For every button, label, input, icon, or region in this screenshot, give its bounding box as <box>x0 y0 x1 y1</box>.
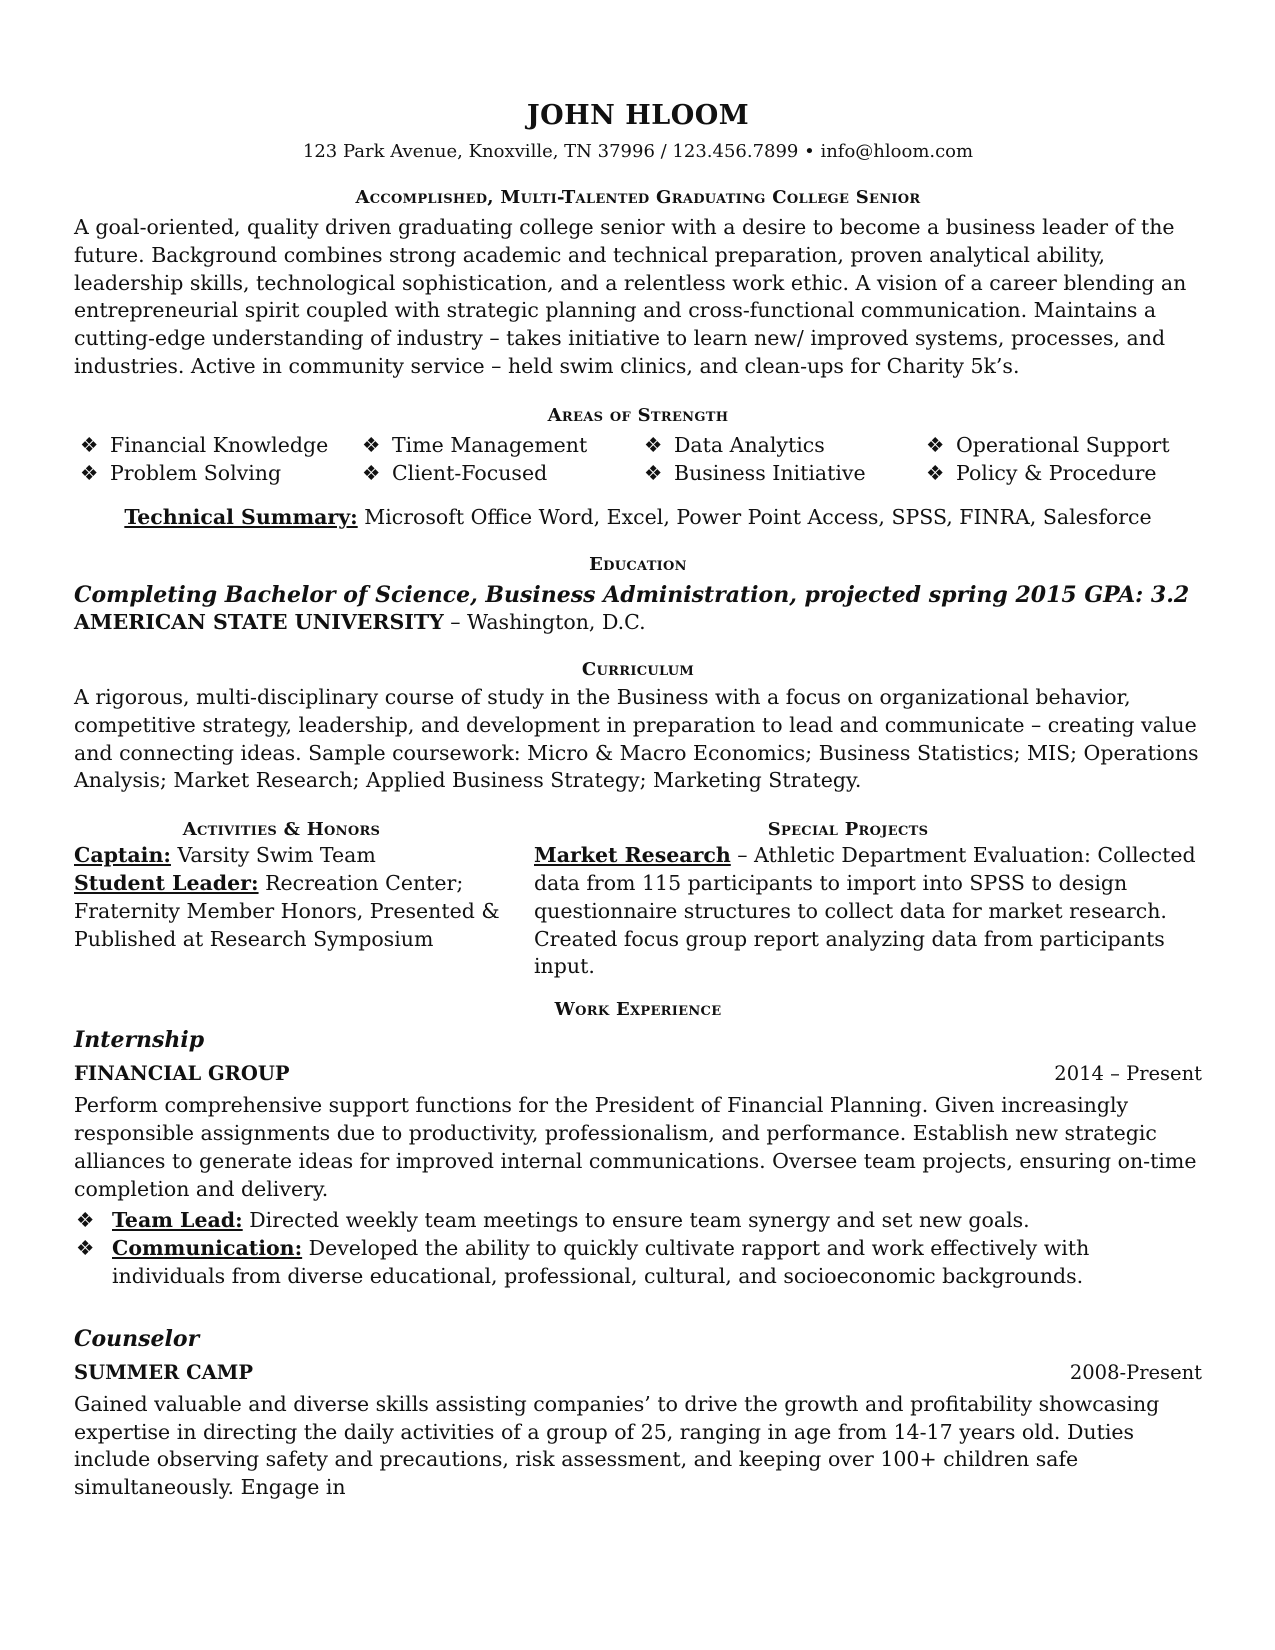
diamond-bullet-icon: ❖ <box>362 432 381 457</box>
strength-item: ❖ Client-Focused <box>356 460 638 488</box>
activities-column <box>74 819 534 981</box>
job-bullet: ❖ Communication: Developed the ability to quickly cultivate rapport and work effectively with individuals from diverse educational, professional, cultural, and socioeconomic backgrounds. <box>76 1236 1090 1288</box>
diamond-bullet-icon: ❖ <box>76 1236 95 1261</box>
strength-item: ❖ Time Management <box>356 432 638 460</box>
job-dates: 2008-Present <box>1069 1360 1202 1384</box>
job-org-row <box>74 1060 1202 1088</box>
activities-heading: Activities & Honors <box>182 819 381 841</box>
project-text <box>534 842 1202 981</box>
school-line <box>74 609 1202 637</box>
strengths-heading: Areas of Strength <box>547 404 729 426</box>
technical-summary <box>74 504 1202 532</box>
activities-projects-row <box>74 819 1202 981</box>
leader-text: Recreation Center; Fraternity Member Honors, Presented & Published at Research Symposium <box>74 870 500 951</box>
job-entry <box>74 1026 1202 1291</box>
diamond-bullet-icon: ❖ <box>644 432 663 457</box>
captain-label: Captain: <box>74 843 171 868</box>
curriculum-heading: Curriculum <box>581 658 695 680</box>
job-bullet: ❖ Team Lead: Directed weekly team meetings to ensure team synergy and set new goals. <box>74 1207 1202 1235</box>
profile-heading: Accomplished, Multi-Talented Graduating College Senior <box>355 187 921 208</box>
candidate-name: JOHN HLOOM <box>526 100 750 131</box>
strength-item: ❖ Problem Solving <box>74 460 356 488</box>
diamond-bullet-icon: ❖ <box>80 432 99 457</box>
diamond-bullet-icon: ❖ <box>644 460 663 485</box>
job-entry <box>74 1325 1202 1502</box>
work-heading: Work Experience <box>554 999 722 1021</box>
captain-text: Varsity Swim Team <box>170 843 376 868</box>
job-org: FINANCIAL GROUP <box>74 1062 290 1086</box>
job-dates: 2014 – Present <box>1054 1062 1202 1086</box>
diamond-bullet-icon: ❖ <box>362 460 381 485</box>
projects-heading: Special Projects <box>767 819 929 841</box>
job-org-row <box>74 1359 1202 1387</box>
job-org: SUMMER CAMP <box>74 1360 254 1384</box>
diamond-bullet-icon: ❖ <box>926 432 945 457</box>
job-bullets <box>74 1207 1202 1290</box>
job-role: Internship <box>74 1027 205 1054</box>
school-location: – Washington, D.C. <box>443 610 646 635</box>
contact-info: 123 Park Avenue, Knoxville, TN 37996 / 123.456.7899 • info@hloom.com <box>302 141 974 162</box>
resume-page <box>74 102 1202 1502</box>
strength-item: ❖ Operational Support <box>920 432 1202 460</box>
project-description: – Athletic Department Evaluation: Collected data from 115 participants to import into SPSS to design questionnaire structures to collect data for market research. Created focus group report analyzing data from participants input. <box>534 843 1196 979</box>
profile-summary: A goal-oriented, quality driven graduating college senior with a desire to become a business leader of the future. Background combines strong academic and technical preparation, proven analytical ability, leadership skills, technological sophistication, and a relentless work ethic. A vision of a career blending an entrepreneurial spirit coupled with strategic planning and cross-functional communication. Maintains a cutting-edge understanding of industry – takes initiative to learn new/ improved systems, processes, and industries. Active in community service – held swim clinics, and clean-ups for Charity 5k’s. <box>74 215 1187 378</box>
diamond-bullet-icon: ❖ <box>80 460 99 485</box>
school-name: AMERICAN STATE UNIVERSITY <box>74 610 444 635</box>
curriculum-text: A rigorous, multi-disciplinary course of study in the Business with a focus on organizational behavior, competitive strategy, leadership, and development in preparation to lead and communicate – creating value and connecting ideas. Sample coursework: Micro & Macro Economics; Business Statistics; MIS; Operations Analysis; Market Research; Applied Business Strategy; Marketing Strategy. <box>74 684 1199 793</box>
captain-line <box>74 842 534 870</box>
job-role: Counselor <box>74 1325 200 1352</box>
strength-item: ❖ Policy & Procedure <box>920 460 1202 488</box>
job-description: Gained valuable and diverse skills assisting companies’ to drive the growth and profitability showcasing expertise in directing the daily activities of a group of 25, ranging in age from 14-17 years old. Duties include observing safety and precautions, risk assessment, and keeping over 100+ children safe simultaneously. Engage in <box>74 1391 1160 1500</box>
strengths-grid <box>74 432 1202 488</box>
technical-summary-text: Microsoft Office Word, Excel, Power Point Access, SPSS, FINRA, Salesforce <box>357 505 1152 530</box>
project-label: Market Research <box>534 843 731 868</box>
strength-item: ❖ Data Analytics <box>638 432 920 460</box>
education-heading: Education <box>589 554 687 576</box>
leader-label: Student Leader: <box>74 870 259 895</box>
leader-line <box>74 870 534 953</box>
diamond-bullet-icon: ❖ <box>76 1208 95 1233</box>
strength-item: ❖ Business Initiative <box>638 460 920 488</box>
job-description: Perform comprehensive support functions for the President of Financial Planning. Given increasingly responsible assignments due to productivity, professionalism, and performance. Establish new strategic alliances to generate ideas for improved internal communications. Oversee team projects, ensuring on-time completion and delivery. <box>74 1093 1197 1201</box>
degree-title: Completing Bachelor of Science, Business Administration, projected spring 2015 GPA: 3.2 <box>74 582 1190 609</box>
projects-column <box>534 819 1202 981</box>
diamond-bullet-icon: ❖ <box>926 460 945 485</box>
technical-summary-label: Technical Summary: <box>124 505 358 530</box>
strength-item: ❖ Financial Knowledge <box>74 432 356 460</box>
